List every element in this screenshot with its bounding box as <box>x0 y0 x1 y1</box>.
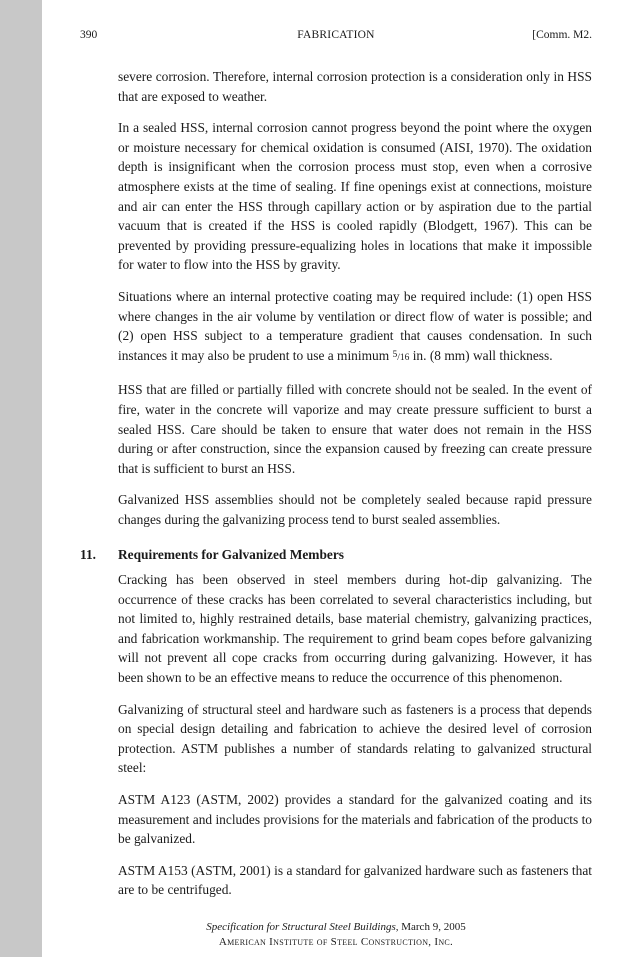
page-footer <box>80 920 592 950</box>
paragraph <box>118 287 592 368</box>
fraction: $^5$/16 <box>392 349 410 363</box>
footer-date: March 9, 2005 <box>398 921 466 933</box>
section-title: Requirements for Galvanized Members <box>118 547 344 563</box>
paragraph: Cracking has been observed in steel members during hot-dip galvanizing. The occurrence of these cracks has been correlated to several characteristics including, but not limited to, highly restrained details, base material chemistry, galvanizing practices, and fabrication workmanship. The requirement to grind beam copes before galvanizing will not prevent all cope cracks from occurring during galvanizing. However, it has been shown to be an effective means to reduce the occurrence of this phenomenon. <box>118 572 592 686</box>
section-heading <box>80 545 592 565</box>
footer-citation <box>80 920 592 935</box>
paragraph: Galvanized HSS assemblies should not be completely sealed because rapid pressure changes during the galvanizing process tend to burst sealed assemblies. <box>118 492 592 527</box>
spec-title: Specification for Structural Steel Buildings, <box>206 921 399 933</box>
paragraph-text: Situations where an internal protective coating may be required include: (1) open HSS where changes in the air volume by ventilation or direct flow of water is possible; and (2) open HSS subject to a temperature gradient that causes condensation. In such instances it may also be prudent to use a minimum <box>118 288 592 363</box>
paragraph: Galvanizing of structural steel and hardware such as fasteners is a process that depends on special design detailing and fabrication to achieve the desired level of corrosion protection. ASTM publishes a number of standards relating to galvanized structural steel: <box>118 701 592 776</box>
fraction-denominator: 16 <box>399 352 410 363</box>
paragraph: severe corrosion. Therefore, internal corrosion protection is a consideration only in HSS that are exposed to weather. <box>118 69 592 104</box>
paragraph: ASTM A153 (ASTM, 2001) is a standard for galvanized hardware such as fasteners that are to be centrifuged. <box>118 862 592 898</box>
fraction-numerator: 5 <box>392 349 398 360</box>
section-number: 11. <box>80 547 96 563</box>
footer-publisher: American Institute of Steel Construction, Inc. <box>218 936 454 948</box>
page-number: 390 <box>80 29 98 41</box>
section-reference: [Comm. M2. <box>532 29 592 41</box>
paragraph: ASTM A123 (ASTM, 2002) provides a standard for the galvanized coating and its measurement and includes provisions for the materials and fabrication of the products to be galvanized. <box>118 792 592 847</box>
paragraph: In a sealed HSS, internal corrosion cannot progress beyond the point where the oxygen or moisture necessary for chemical oxidation is consumed (AISI, 1970). The oxidation depth is insignificant when the corrosion process must stop, even when a corrosive atmosphere exists at the time of sealing. If fine openings exist at connections, moisture and air can enter the HSS through capillary action or by aspiration due to the partial vacuum that is created if the HSS is cooled rapidly (Blodgett, 1967). This can be prevented by providing pressure-equalizing holes in locations that make it impossible for water to flow into the HSS by gravity. <box>118 120 592 273</box>
page-header <box>80 27 592 43</box>
paragraph: HSS that are filled or partially filled with concrete should not be sealed. In the event of fire, water in the concrete will vaporize and may create pressure sufficient to burst a sealed HSS. Care should be taken to ensure that water does not remain in the HSS during or after construction, since the expansion caused by freezing can create pressure that is sufficient to burst an HSS. <box>118 382 592 476</box>
paragraph-text: in. (8 mm) wall thickness. <box>409 347 553 363</box>
running-title: FABRICATION <box>297 29 375 41</box>
page-body <box>80 67 592 912</box>
